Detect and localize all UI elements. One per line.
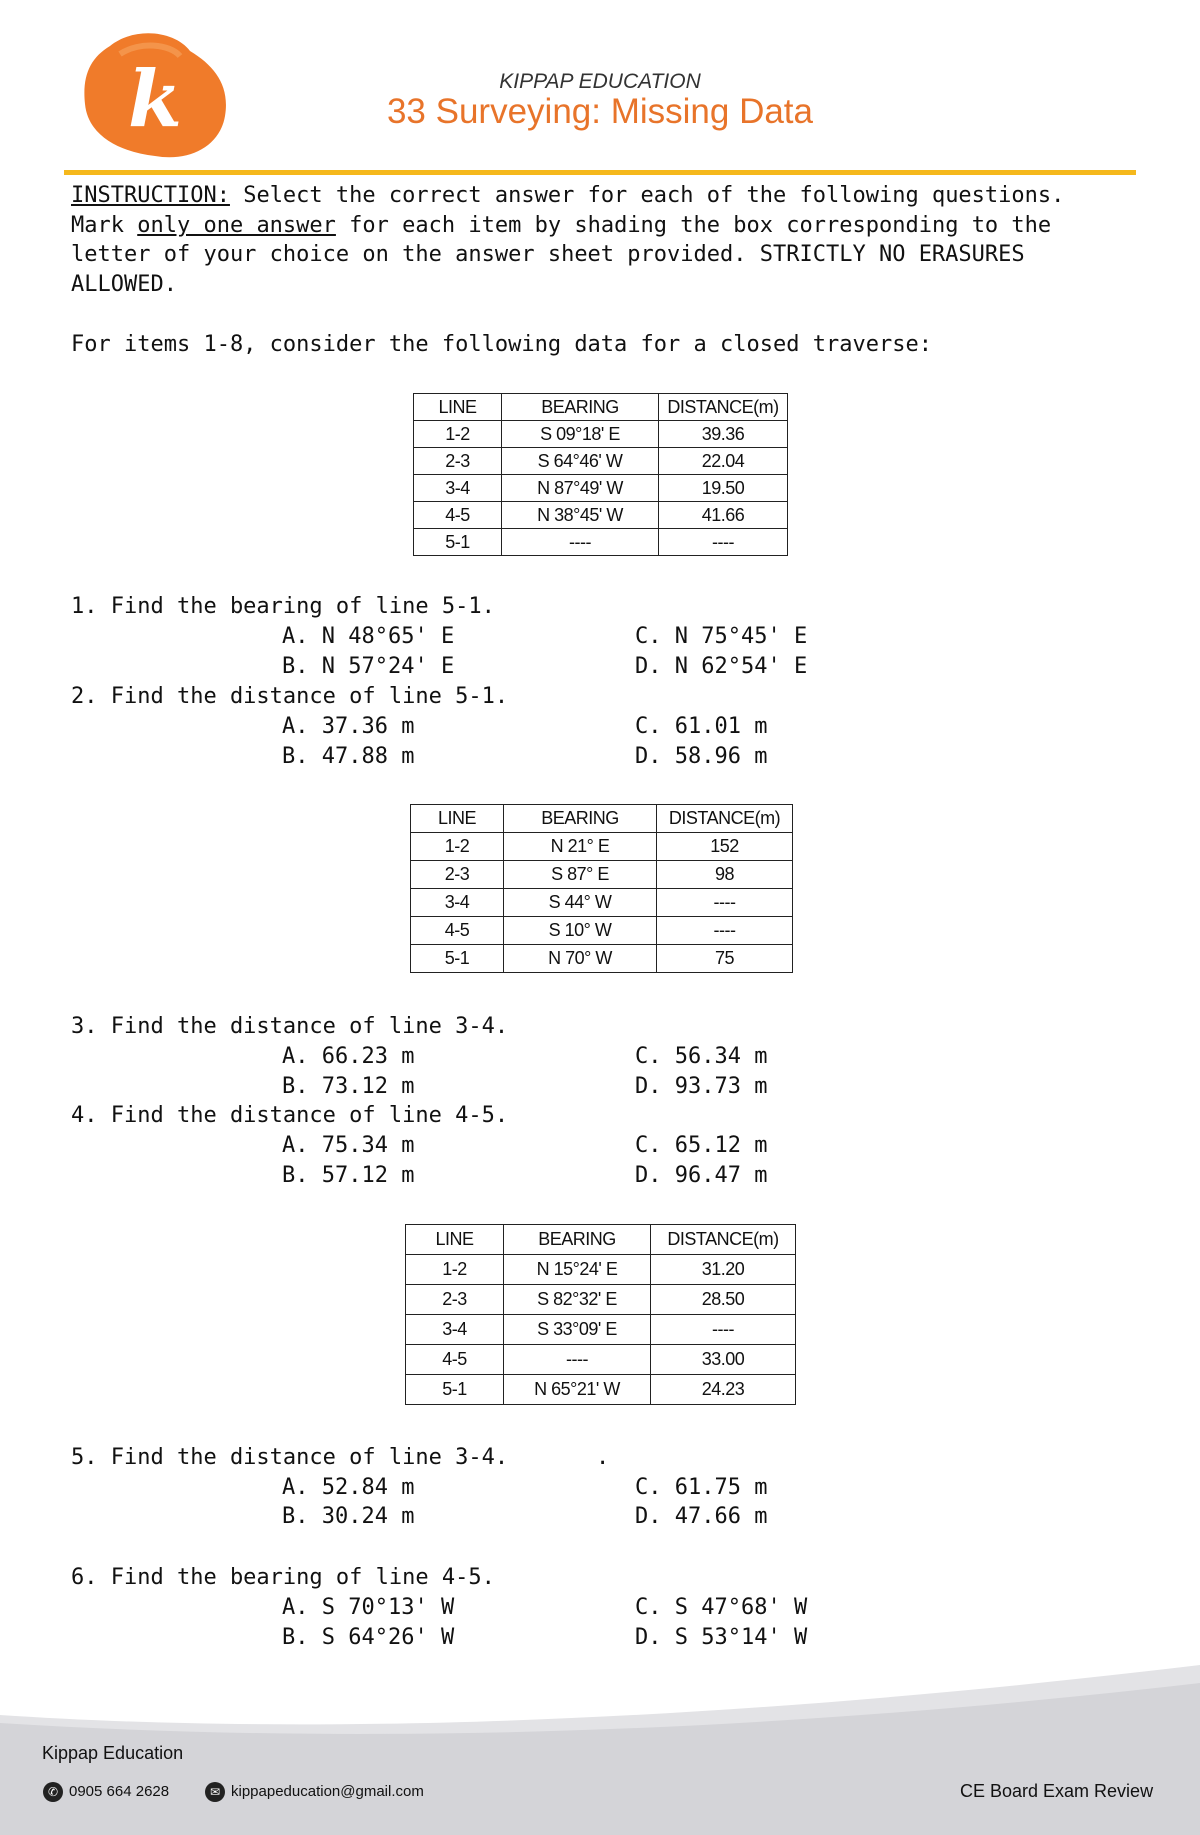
choice-4b: B. 57.12 m: [282, 1163, 415, 1188]
table-cell: S 33°09' E: [504, 1315, 651, 1345]
table-row: [406, 1375, 796, 1405]
choice-1d: D. N 62°54' E: [635, 654, 808, 679]
table-row: [411, 917, 793, 945]
table-header-row: [406, 1225, 796, 1255]
table-cell: S 44° W: [504, 889, 657, 917]
table-cell: S 09°18' E: [502, 421, 659, 448]
footer-org: Kippap Education: [42, 1743, 184, 1763]
table-row: [411, 861, 793, 889]
table-cell: N 87°49' W: [502, 475, 659, 502]
table-cell: 98: [657, 861, 793, 889]
choice-6c: C. S 47°68' W: [635, 1595, 808, 1620]
footer-phone: 0905 664 2628: [69, 1783, 170, 1800]
table-cell: 152: [657, 833, 793, 861]
table-row: [406, 1285, 796, 1315]
question-6: 6. Find the bearing of line 4-5.: [71, 1565, 495, 1590]
table-row: [414, 529, 788, 556]
table-cell: 1-2: [406, 1255, 504, 1285]
header-rule: [64, 170, 1136, 175]
table-row: [414, 421, 788, 448]
table-row: [414, 448, 788, 475]
footer-email: kippapeducation@gmail.com: [231, 1783, 424, 1800]
table-cell: N 38°45' W: [502, 502, 659, 529]
table-cell: N 65°21' W: [504, 1375, 651, 1405]
instruction-line-2: [71, 211, 1051, 241]
table-cell: 28.50: [651, 1285, 796, 1315]
choice-5b: B. 30.24 m: [282, 1504, 415, 1529]
choice-5a: A. 52.84 m: [282, 1475, 415, 1500]
choice-5c: C. 61.75 m: [635, 1475, 768, 1500]
choice-1b: B. N 57°24' E: [282, 654, 455, 679]
instruction-line-4: ALLOWED.: [71, 272, 177, 297]
table-row: [406, 1315, 796, 1345]
table-row: [411, 945, 793, 973]
instruction-line-3: letter of your choice on the answer sheet provided. STRICTLY NO ERASURES: [71, 242, 1025, 267]
page-title: 33 Surveying: Missing Data: [386, 92, 814, 131]
table-cell: ----: [502, 529, 659, 556]
table-header-row: [414, 394, 788, 421]
table-cell: ----: [657, 917, 793, 945]
org-name: KIPPAP EDUCATION: [499, 70, 701, 93]
table-header: BEARING: [504, 1225, 651, 1255]
table-cell: 2-3: [406, 1285, 504, 1315]
table-cell: 31.20: [651, 1255, 796, 1285]
table-row: [406, 1255, 796, 1285]
table-cell: 22.04: [659, 448, 788, 475]
table-cell: ----: [504, 1345, 651, 1375]
instruction-line-1: [71, 181, 1064, 211]
question-4: 4. Find the distance of line 4-5.: [71, 1103, 509, 1128]
table-cell: 41.66: [659, 502, 788, 529]
choice-1c: C. N 75°45' E: [635, 624, 808, 649]
table-cell: 5-1: [411, 945, 504, 973]
table-cell: S 10° W: [504, 917, 657, 945]
table-row: [406, 1345, 796, 1375]
question-2: 2. Find the distance of line 5-1.: [71, 684, 509, 709]
table-row: [411, 833, 793, 861]
choice-6b: B. S 64°26' W: [282, 1625, 455, 1650]
instruction-text: for each item by shading the box corresponding to the: [335, 213, 1052, 238]
instruction-emphasis: only one answer: [137, 213, 336, 238]
choice-3b: B. 73.12 m: [282, 1074, 415, 1099]
table-header-row: [411, 805, 793, 833]
table-cell: 1-2: [411, 833, 504, 861]
table-cell: 75: [657, 945, 793, 973]
table-cell: 1-2: [414, 421, 502, 448]
table-cell: N 70° W: [504, 945, 657, 973]
table-cell: 39.36: [659, 421, 788, 448]
table-cell: 3-4: [411, 889, 504, 917]
question-3: 3. Find the distance of line 3-4.: [71, 1014, 509, 1039]
table-header: LINE: [414, 394, 502, 421]
table-cell: S 64°46' W: [502, 448, 659, 475]
instruction-text: Mark: [71, 213, 138, 238]
table-cell: 3-4: [406, 1315, 504, 1345]
choice-2a: A. 37.36 m: [282, 714, 415, 739]
table-cell: 33.00: [651, 1345, 796, 1375]
choice-4d: D. 96.47 m: [635, 1163, 768, 1188]
table-cell: 4-5: [406, 1345, 504, 1375]
choice-3c: C. 56.34 m: [635, 1044, 768, 1069]
question-1: 1. Find the bearing of line 5-1.: [71, 594, 495, 619]
logo-letter: k: [128, 54, 183, 145]
table-cell: 4-5: [414, 502, 502, 529]
table-cell: 4-5: [411, 917, 504, 945]
table-header: BEARING: [502, 394, 659, 421]
table-cell: 2-3: [411, 861, 504, 889]
table-row: [414, 502, 788, 529]
choice-3a: A. 66.23 m: [282, 1044, 415, 1069]
table-cell: N 15°24' E: [504, 1255, 651, 1285]
choice-2d: D. 58.96 m: [635, 744, 768, 769]
choice-5d: D. 47.66 m: [635, 1504, 768, 1529]
choice-2b: B. 47.88 m: [282, 744, 415, 769]
table-header: DISTANCE(m): [659, 394, 788, 421]
stray-mark: .: [596, 1445, 610, 1470]
email-icon: ✉: [205, 1782, 225, 1802]
table-cell: 24.23: [651, 1375, 796, 1405]
footer-tagline: CE Board Exam Review: [960, 1781, 1154, 1801]
choice-4a: A. 75.34 m: [282, 1133, 415, 1158]
table-header: BEARING: [504, 805, 657, 833]
question-5: 5. Find the distance of line 3-4.: [71, 1445, 509, 1470]
traverse-table-3: [405, 1224, 796, 1405]
table-cell: S 82°32' E: [504, 1285, 651, 1315]
table-header: LINE: [406, 1225, 504, 1255]
phone-icon: ✆: [43, 1782, 63, 1802]
choice-2c: C. 61.01 m: [635, 714, 768, 739]
table-cell: ----: [657, 889, 793, 917]
choice-6a: A. S 70°13' W: [282, 1595, 455, 1620]
table-cell: 5-1: [414, 529, 502, 556]
choice-6d: D. S 53°14' W: [635, 1625, 808, 1650]
traverse-table-1: [413, 393, 788, 556]
instruction-label: INSTRUCTION:: [71, 183, 230, 208]
table-header: LINE: [411, 805, 504, 833]
table-cell: N 21° E: [504, 833, 657, 861]
choice-4c: C. 65.12 m: [635, 1133, 768, 1158]
table-row: [414, 475, 788, 502]
table-cell: 19.50: [659, 475, 788, 502]
table-cell: 5-1: [406, 1375, 504, 1405]
table-cell: ----: [659, 529, 788, 556]
table-row: [411, 889, 793, 917]
traverse-table-2: [410, 804, 793, 973]
table-cell: S 87° E: [504, 861, 657, 889]
table-cell: 2-3: [414, 448, 502, 475]
table-header: DISTANCE(m): [651, 1225, 796, 1255]
table-cell: ----: [651, 1315, 796, 1345]
instruction-text: Select the correct answer for each of the following questions.: [229, 183, 1065, 208]
table-cell: 3-4: [414, 475, 502, 502]
choice-1a: A. N 48°65' E: [282, 624, 455, 649]
choice-3d: D. 93.73 m: [635, 1074, 768, 1099]
intro-text: For items 1-8, consider the following data for a closed traverse:: [71, 332, 932, 357]
table-header: DISTANCE(m): [657, 805, 793, 833]
